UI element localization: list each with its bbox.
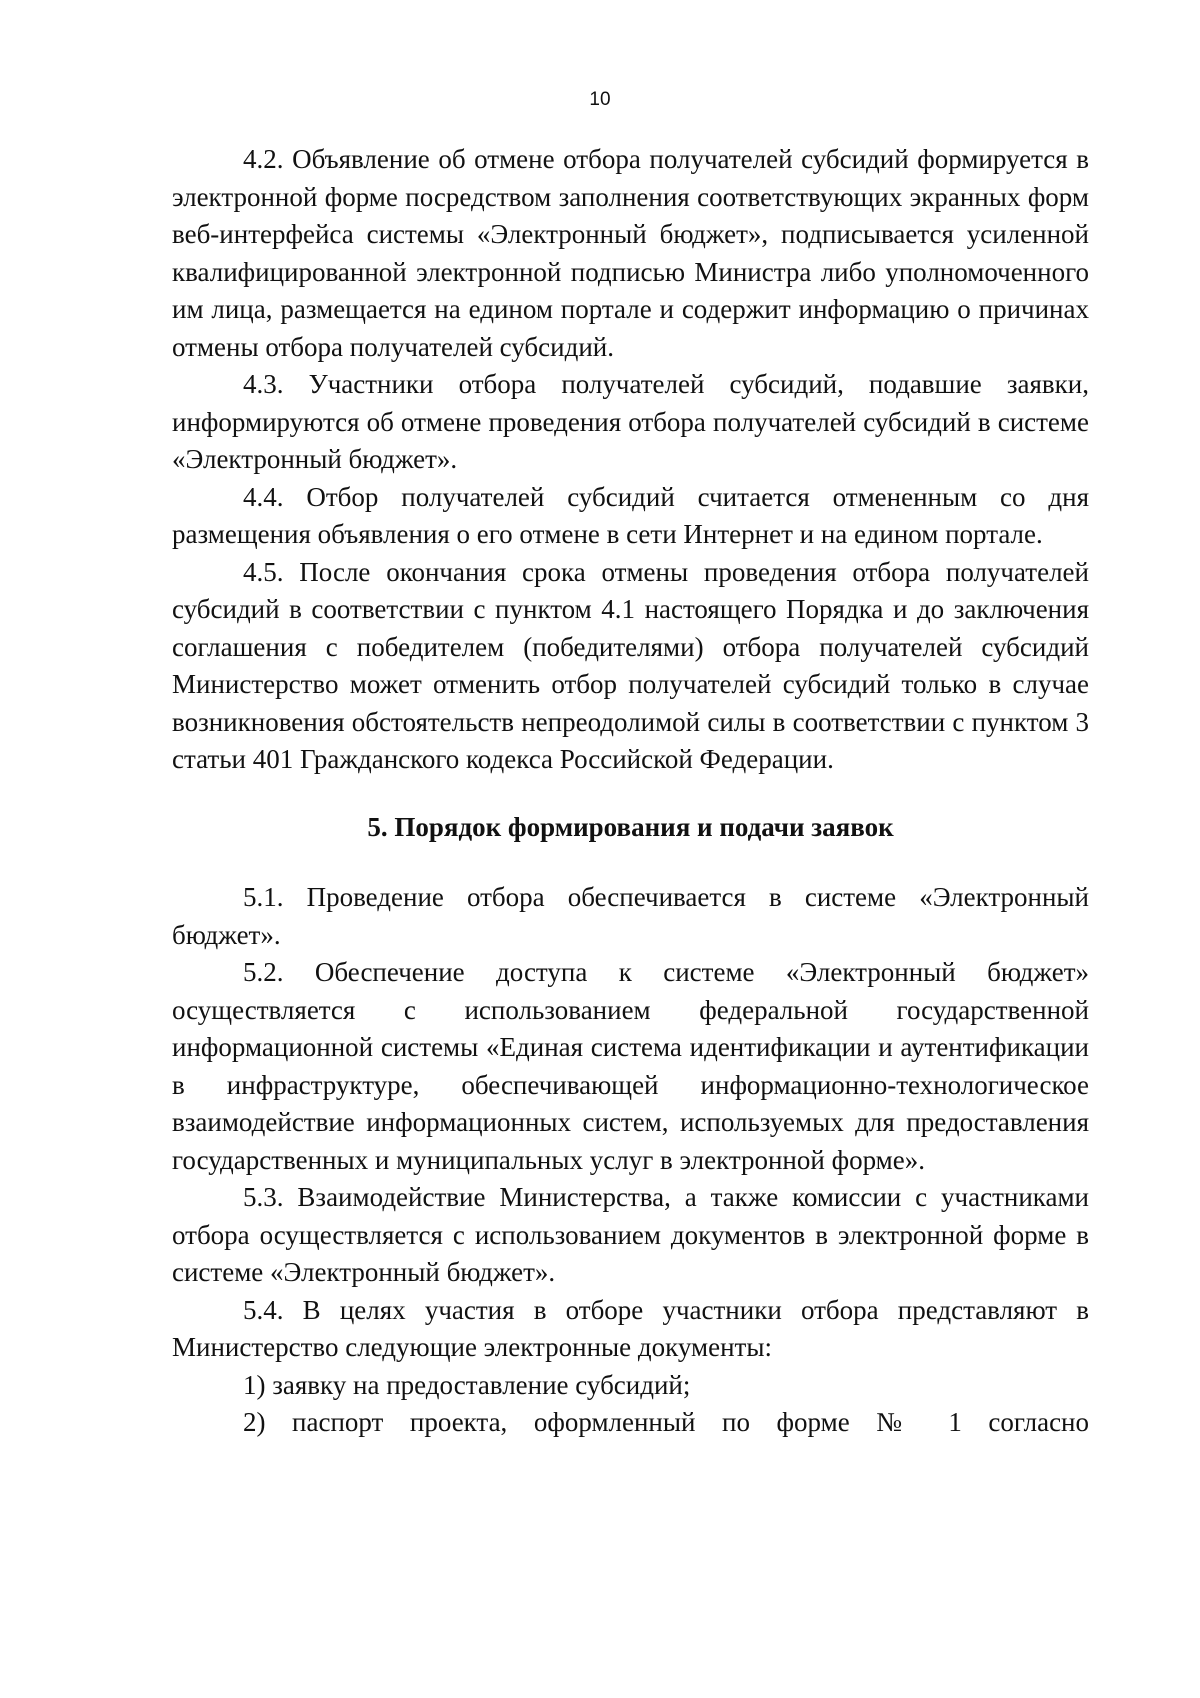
list-item-1: 1) заявку на предоставление субсидий;	[243, 1369, 691, 1400]
list-item-2: 2) паспорт проекта, оформленный по форме № 1 согласно	[243, 1407, 1089, 1437]
paragraph-4-4: 4.4. Отбор получателей субсидий считается отмененным со дня размещения объявления о его отмене в сети Интернет и на едином портале.	[172, 481, 1089, 549]
paragraph-4-5: 4.5. После окончания срока отмены проведения отбора получателей субсидий в соответствии с пунктом 4.1 настоящего Порядка и до заключения соглашения с победителем (победителями) отбора получателей субсидий Министерство может отменить отбор получателей субсидий только в случае возникновения обстоятельств непреодолимой силы в соответствии с пунктом 3 статьи 401 Гражданского кодекса Российской Федерации.	[172, 556, 1089, 774]
paragraph-5-4: 5.4. В целях участия в отборе участники отбора представляют в Министерство следующие электронные документы:	[172, 1294, 1089, 1362]
document-body	[172, 141, 1089, 1442]
section-5-heading: 5. Порядок формирования и подачи заявок	[367, 811, 894, 842]
page-number: 10	[589, 89, 611, 110]
paragraph-4-2: 4.2. Объявление об отмене отбора получателей субсидий формируется в электронной форме посредством заполнения соответствующих экранных форм веб-интерфейса системы «Электронный бюджет», подписывается усиленной квалифицированной электронной подписью Министра либо уполномоченного им лица, размещается на едином портале и содержит информацию о причинах отмены отбора получателей субсидий.	[172, 144, 1089, 362]
paragraph-5-3: 5.3. Взаимодействие Министерства, а также комиссии с участниками отбора осуществляется с использованием документов в электронной форме в системе «Электронный бюджет».	[172, 1182, 1089, 1287]
paragraph-5-1: 5.1. Проведение отбора обеспечивается в системе «Электронный бюджет».	[172, 882, 1089, 950]
paragraph-5-2: 5.2. Обеспечение доступа к системе «Электронный бюджет» осуществляется с использованием федеральной государственной информационной системы «Единая система идентификации и аутентификации в инфраструктуре, обеспечивающей информационно-технологическое взаимодействие информационных систем, используемых для предоставления государственных и муниципальных услуг в электронной форме».	[172, 957, 1089, 1175]
paragraph-4-3: 4.3. Участники отбора получателей субсидий, подавшие заявки, информируются об отмене проведения отбора получателей субсидий в системе «Электронный бюджет».	[172, 369, 1089, 474]
